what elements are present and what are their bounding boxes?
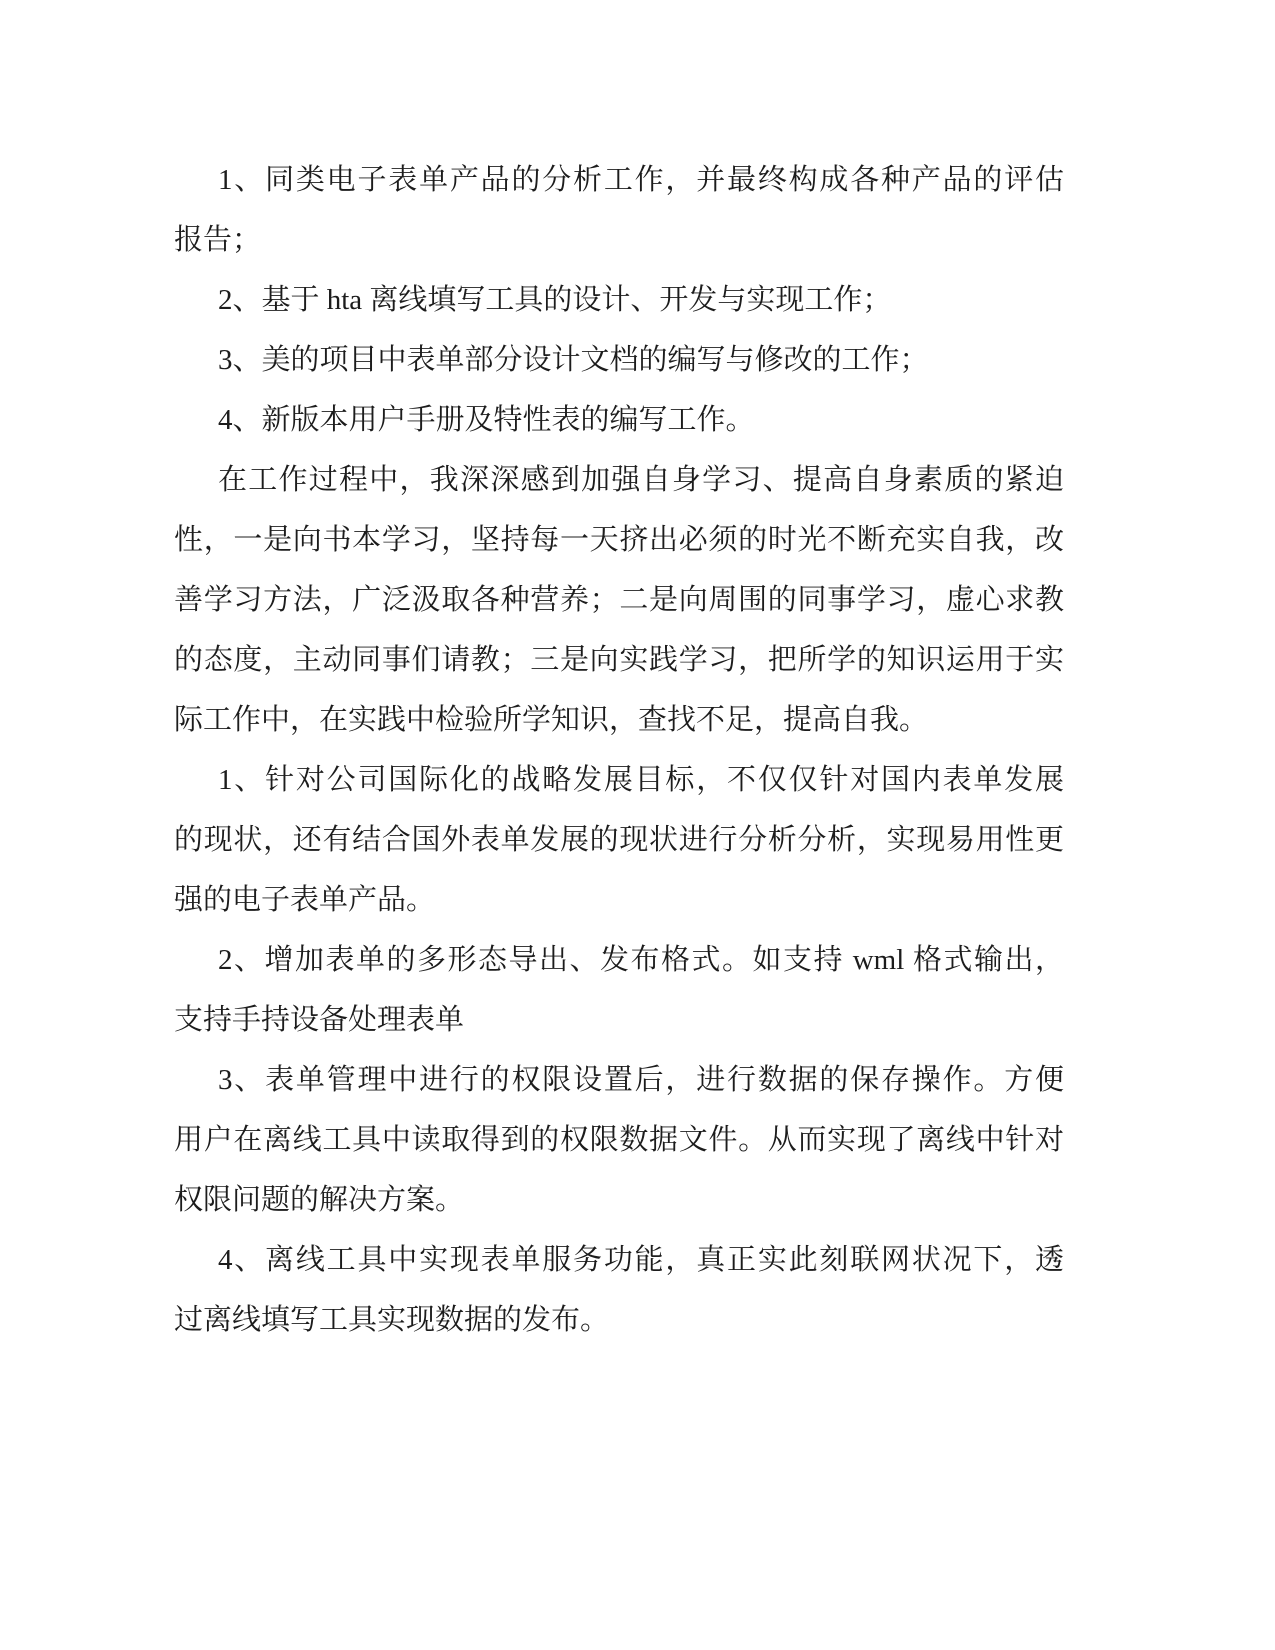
text-line: 性，一是向书本学习，坚持每一天挤出必须的时光不断充实自我，改 — [174, 524, 1064, 556]
document-body-text — [174, 150, 1064, 1350]
text-line: 在工作过程中，我深深感到加强自身学习、提高自身素质的紧迫 — [218, 464, 1064, 496]
text-line: 1、同类电子表单产品的分析工作，并最终构成各种产品的评估 — [218, 164, 1064, 196]
text-line: 2、基于 hta 离线填写工具的设计、开发与实现工作； — [218, 284, 892, 316]
text-line: 1、针对公司国际化的战略发展目标，不仅仅针对国内表单发展 — [218, 764, 1064, 796]
text-line: 4、新版本用户手册及特性表的编写工作。 — [218, 404, 755, 436]
text-line: 用户在离线工具中读取得到的权限数据文件。从而实现了离线中针对 — [174, 1124, 1064, 1156]
text-line: 支持手持设备处理表单 — [174, 1004, 465, 1036]
text-line: 2、增加表单的多形态导出、发布格式。如支持 wml 格式输出， — [218, 944, 1064, 976]
text-line: 的态度，主动同事们请教；三是向实践学习，把所学的知识运用于实 — [174, 644, 1064, 676]
text-line: 4、离线工具中实现表单服务功能，真正实此刻联网状况下，透 — [218, 1244, 1064, 1276]
text-line: 善学习方法，广泛汲取各种营养；二是向周围的同事学习，虚心求教 — [174, 584, 1064, 616]
text-line: 3、表单管理中进行的权限设置后，进行数据的保存操作。方便 — [218, 1064, 1064, 1096]
text-line: 过离线填写工具实现数据的发布。 — [174, 1304, 610, 1336]
text-line: 强的电子表单产品。 — [174, 884, 436, 916]
text-line: 的现状，还有结合国外表单发展的现状进行分析分析，实现易用性更 — [174, 824, 1064, 856]
text-line: 际工作中，在实践中检验所学知识，查找不足，提高自我。 — [174, 704, 929, 736]
text-line: 权限问题的解决方案。 — [174, 1184, 465, 1216]
text-line: 报告； — [174, 224, 262, 256]
text-line: 3、美的项目中表单部分设计文档的编写与修改的工作； — [218, 344, 929, 376]
